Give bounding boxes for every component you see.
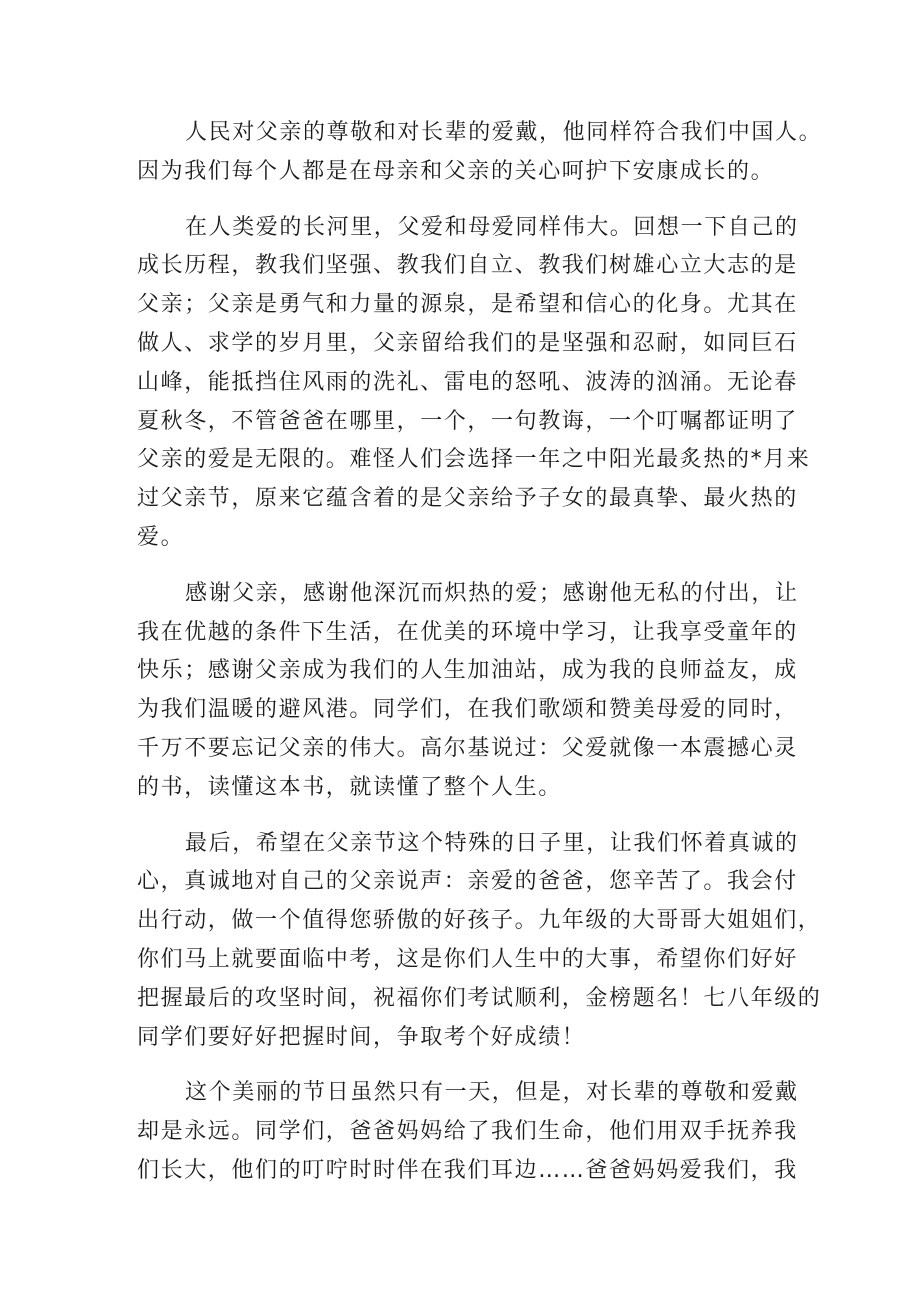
text-line: 人民对父亲的尊敬和对长辈的爱戴，他同样符合我们中国人。	[185, 120, 823, 145]
text-line: 千万不要忘记父亲的伟大。高尔基说过：父爱就像一本震撼心灵	[137, 735, 798, 761]
text-line: 心，真诚地对自己的父亲说声：亲爱的爸爸，您辛苦了。我会付	[137, 869, 798, 895]
text-line: 成长历程，教我们坚强、教我们自立、教我们树雄心立大志的是	[137, 253, 798, 279]
text-line: 却是永远。同学们，爸爸妈妈给了我们生命，他们用双手抚养我	[137, 1119, 798, 1145]
text-line: 们长大，他们的叮咛时时伴在我们耳边……爸爸妈妈爱我们，我	[137, 1157, 798, 1183]
document-page	[137, 114, 823, 1208]
text-line: 感谢父亲，感谢他深沉而炽热的爱；感谢他无私的付出，让	[185, 580, 799, 606]
paragraph-2	[137, 209, 811, 558]
paragraph-4	[137, 825, 822, 1058]
text-line: 父亲；父亲是勇气和力量的源泉，是希望和信心的化身。尤其在	[137, 292, 798, 318]
text-line: 把握最后的攻坚时间，祝福你们考试顺利，金榜题名！七八年级的	[137, 985, 822, 1011]
paragraph-3	[137, 575, 797, 808]
text-line: 因为我们每个人都是在母亲和父亲的关心呵护下安康成长的。	[137, 158, 775, 184]
text-line: 你们马上就要面临中考，这是你们人生中的大事，希望你们好好	[137, 946, 798, 972]
text-line: 父亲的爱是无限的。难怪人们会选择一年之中阳光最炙热的*月来	[137, 447, 811, 473]
text-line: 山峰，能抵挡住风雨的洗礼、雷电的怒吼、波涛的汹涌。无论春	[137, 369, 798, 395]
text-line: 出行动，做一个值得您骄傲的好孩子。九年级的大哥哥大姐姐们，	[137, 908, 822, 934]
text-line: 做人、求学的岁月里，父亲留给我们的是坚强和忍耐，如同巨石	[137, 330, 798, 356]
text-line: 夏秋冬，不管爸爸在哪里，一个，一句教诲，一个叮嘱都证明了	[137, 408, 798, 434]
text-line: 爱。	[137, 524, 185, 550]
text-line: 为我们温暖的避风港。同学们，在我们歌颂和赞美母爱的同时，	[137, 697, 798, 723]
text-line: 同学们要好好把握时间，争取考个好成绩！	[137, 1024, 586, 1050]
text-line: 最后，希望在父亲节这个特殊的日子里，让我们怀着真诚的	[185, 830, 799, 856]
paragraph-1	[137, 114, 823, 192]
paragraph-5	[137, 1074, 797, 1190]
text-line: 在人类爱的长河里，父爱和母爱同样伟大。回想一下自己的	[185, 214, 799, 240]
text-line: 过父亲节，原来它蕴含着的是父亲给予子女的最真挚、最火热的	[137, 486, 798, 512]
text-line: 我在优越的条件下生活，在优美的环境中学习，让我享受童年的	[137, 619, 798, 645]
text-line: 快乐；感谢父亲成为我们的人生加油站，成为我的良师益友，成	[137, 658, 798, 684]
text-line: 这个美丽的节日虽然只有一天，但是，对长辈的尊敬和爱戴	[185, 1080, 799, 1106]
text-line: 的书，读懂这本书，就读懂了整个人生。	[137, 774, 562, 800]
